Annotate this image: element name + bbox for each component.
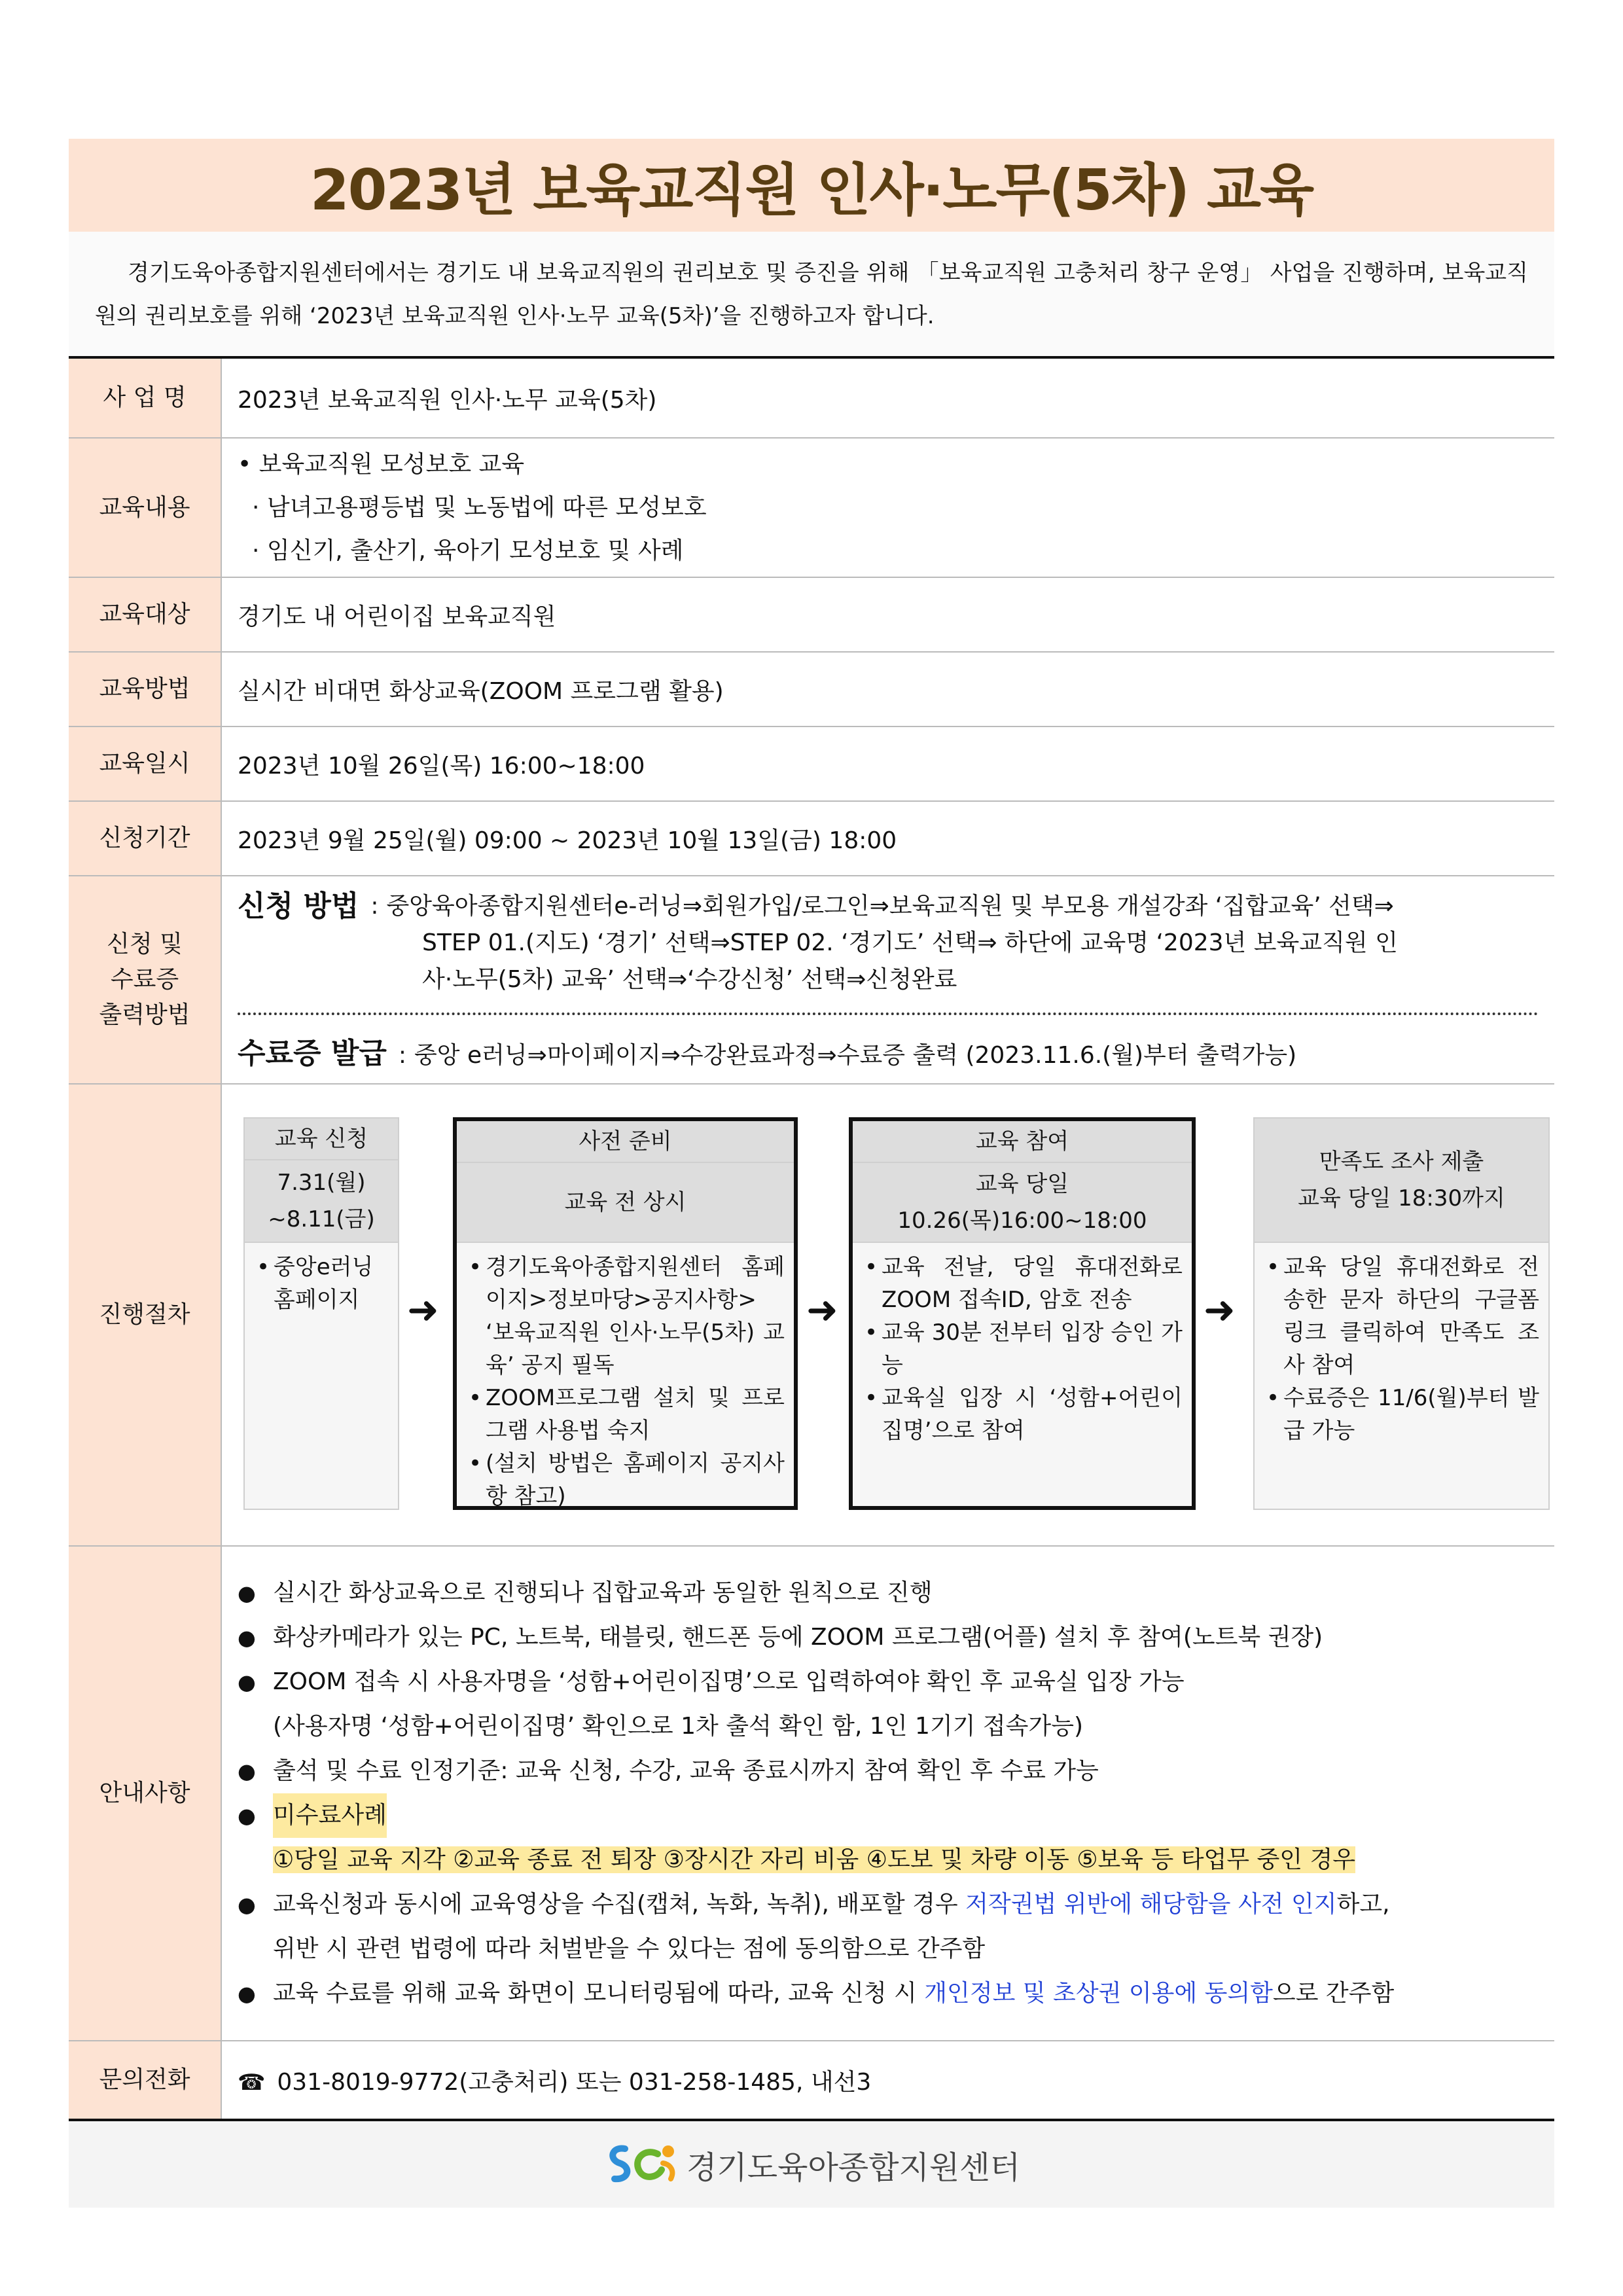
contact-text: 031-8019-9772(고충처리) 또는 031-258-1485, 내선3: [277, 2068, 872, 2096]
bullet-icon: ●: [238, 1581, 256, 1605]
value-date: 2023년 10월 26일(목) 16:00~18:00: [221, 726, 1554, 801]
bullet-icon: ●: [238, 1670, 256, 1695]
step-body: [457, 1243, 794, 1520]
row-notice: [69, 1546, 1554, 2041]
step-sub-line: 10.26(목)16:00~18:00: [897, 1208, 1147, 1234]
label-apply-line: 출력방법: [99, 1001, 190, 1028]
colon: :: [370, 893, 379, 920]
step-item: • 교육 30분 전부터 입장 승인 가능: [862, 1316, 1183, 1382]
notice-text-part: 하고,: [1336, 1891, 1390, 1918]
label-period: 신청기간: [69, 801, 221, 876]
certificate-heading: 수료증 발급: [238, 1037, 387, 1070]
notice-highlight: ①당일 교육 지각 ②교육 종료 전 퇴장 ③장시간 자리 비움 ④도보 및 차량 이동 ⑤보육 등 타업무 중인 경우: [273, 1846, 1356, 1873]
row-content: [69, 438, 1554, 577]
step-header: 사전 준비: [457, 1121, 794, 1163]
value-contact: [221, 2041, 1554, 2120]
label-apply-line: 신청 및: [107, 931, 183, 958]
notice-text: [273, 1882, 1390, 1927]
step-header: 만족도 조사 제출: [1319, 1149, 1484, 1175]
bullet-icon: ●: [238, 1892, 256, 1917]
row-target: [69, 577, 1554, 652]
phone-icon: ☎: [238, 2069, 266, 2096]
step-header: 교육 참여: [853, 1121, 1192, 1163]
notice-emphasis: 개인정보 및 초상권 이용에 동의함: [924, 1980, 1273, 2007]
document-page: [69, 139, 1554, 2208]
step-sub-line: 7.31(월): [277, 1170, 366, 1196]
value-procedure: [221, 1084, 1554, 1546]
step-body: [245, 1243, 398, 1324]
colon: :: [398, 1042, 406, 1069]
label-target: 교육대상: [69, 577, 221, 652]
step-item: • 교육실 입장 시 ‘성함+어린이집명’으로 참여: [862, 1382, 1183, 1447]
row-apply: [69, 876, 1554, 1084]
notice-item: [238, 1749, 1539, 1793]
notice-continuation: (사용자명 ‘성함+어린이집명’ 확인으로 1차 출석 확인 함, 1인 1기기 접속가능): [273, 1713, 1084, 1740]
footer: [69, 2121, 1554, 2208]
label-date: 교육일시: [69, 726, 221, 801]
row-project: [69, 357, 1554, 438]
step-survey: [1253, 1117, 1550, 1510]
value-content: [221, 438, 1554, 577]
step-item: • ZOOM프로그램 설치 및 프로그램 사용법 숙지: [466, 1382, 785, 1447]
arrow-right-icon: ➜: [407, 1287, 439, 1332]
step-sub: [245, 1160, 398, 1243]
procedure-flow: [222, 1085, 1554, 1545]
value-method: 실시간 비대면 화상교육(ZOOM 프로그램 활용): [221, 652, 1554, 726]
content-line: • 보육교직원 모성보호 교육: [238, 450, 525, 478]
step-prepare: [453, 1117, 798, 1510]
notice-text: 실시간 화상교육으로 진행되나 집합교육과 동일한 원칙으로 진행: [273, 1579, 933, 1606]
step-sub-line: 교육 당일 18:30까지: [1298, 1185, 1505, 1211]
bullet-icon: ●: [238, 1803, 256, 1828]
notice-text-part: 교육신청과 동시에 교육영상을 수집(캡쳐, 녹화, 녹취), 배포할 경우: [273, 1891, 966, 1918]
value-apply: [221, 876, 1554, 1084]
step-item: • 수료증은 11/6(월)부터 발급 가능: [1264, 1382, 1539, 1447]
step-sub-line: 교육 전 상시: [564, 1189, 687, 1215]
step-item: • 교육 당일 휴대전화로 전송한 문자 하단의 구글폼 링크 클릭하여 만족도 조사 참여: [1264, 1251, 1539, 1382]
apply-method-line: 사·노무(5차) 교육’ 선택⇒‘수강신청’ 선택⇒신청완료: [422, 966, 957, 993]
info-table: [69, 356, 1554, 2121]
apply-method-line: 중앙육아종합지원센터e-러닝⇒회원가입/로그인⇒보육교직원 및 부모용 개설강좌 ‘집합교육’ 선택⇒: [386, 893, 1394, 920]
apply-method-heading: 신청 방법: [238, 889, 359, 923]
bullet-icon: ●: [238, 1759, 256, 1784]
notice-highlight: 미수료사례: [273, 1793, 387, 1838]
step-apply: [243, 1117, 399, 1510]
apply-method-block: [238, 876, 1539, 1015]
title-banner: [69, 139, 1554, 232]
step-header: 교육 신청: [245, 1119, 398, 1160]
page-title: 2023년 보육교직원 인사·노무(5차) 교육: [310, 158, 1313, 223]
notice-text-part: 으로 간주함: [1272, 1980, 1395, 2007]
label-notice: 안내사항: [69, 1546, 221, 2041]
step-item: • 교육 전날, 당일 휴대전화로 ZOOM 접속ID, 암호 전송: [862, 1251, 1183, 1316]
step-sub: [853, 1163, 1192, 1243]
apply-method-line: STEP 01.(지도) ‘경기’ 선택⇒STEP 02. ‘경기도’ 선택⇒ 하단에 교육명 ‘2023년 보육교직원 인: [422, 929, 1398, 956]
row-method: [69, 652, 1554, 726]
step-sub-line: 교육 당일: [975, 1171, 1069, 1197]
row-procedure: [69, 1084, 1554, 1546]
step-body: [1255, 1243, 1548, 1455]
content-line: · 임신기, 출산기, 육아기 모성보호 및 사례: [252, 537, 684, 564]
value-project: 2023년 보육교직원 인사·노무 교육(5차): [238, 386, 657, 414]
intro-paragraph: 경기도육아종합지원센터에서는 경기도 내 보육교직원의 권리보호 및 증진을 위해 「보육교직원 고충처리 창구 운영」 사업을 진행하며, 보육교직원의 권리보호를 위해 ‘2023년 보육교직원 인사·노무 교육(5차)’을 진행하고자 합니다.: [69, 232, 1554, 356]
label-procedure: 진행절차: [69, 1084, 221, 1546]
value-target: 경기도 내 어린이집 보육교직원: [221, 577, 1554, 652]
notice-text: 출석 및 수료 인정기준: 교육 신청, 수강, 교육 종료시까지 참여 확인 후 수료 가능: [273, 1757, 1099, 1784]
arrow-right-icon: ➜: [1204, 1287, 1236, 1332]
step-sub: [1255, 1119, 1548, 1243]
label-project: 사 업 명: [69, 357, 221, 438]
arrow-right-icon: ➜: [806, 1287, 838, 1332]
notice-item: [238, 1615, 1539, 1660]
step-sub: [457, 1163, 794, 1243]
notice-item: [238, 1571, 1539, 1615]
notice-continuation: [238, 1838, 1539, 1882]
content-line: · 남녀고용평등법 및 노동법에 따른 모성보호: [252, 493, 707, 521]
org-logo-icon: [603, 2140, 681, 2189]
bullet-icon: ●: [238, 1625, 256, 1650]
step-sub-line: ~8.11(금): [268, 1206, 375, 1232]
notice-text-part: 교육 수료를 위해 교육 화면이 모니터링됨에 따라, 교육 신청 시: [273, 1980, 925, 2007]
label-apply-line: 수료증: [110, 966, 179, 993]
notice-text: ZOOM 접속 시 사용자명을 ‘성함+어린이집명’으로 입력하여야 확인 후 교육실 입장 가능: [273, 1668, 1185, 1695]
row-date: [69, 726, 1554, 801]
step-item: • 중앙e러닝 홈페이지: [254, 1251, 389, 1316]
notice-item: [238, 1793, 1539, 1838]
certificate-text: 중앙 e러닝⇒마이페이지⇒수강완료과정⇒수료증 출력 (2023.11.6.(월)부터 출력가능): [414, 1042, 1297, 1069]
bullet-icon: ●: [238, 1981, 256, 2006]
step-item: • 경기도육아종합지원센터 홈페이지>정보마당>공지사항> ‘보육교직원 인사·노무(5차) 교육’ 공지 필독: [466, 1251, 785, 1382]
label-contact: 문의전화: [69, 2041, 221, 2120]
notice-text: [273, 1971, 1394, 2016]
step-body: [853, 1243, 1192, 1455]
certificate-block: [238, 1015, 1539, 1083]
step-item: • (설치 방법은 홈페이지 공지사항 참고): [466, 1447, 785, 1513]
notice-continuation: 위반 시 관련 법령에 따라 처벌받을 수 있다는 점에 동의함으로 간주함: [273, 1935, 986, 1962]
row-contact: [69, 2041, 1554, 2120]
org-logo: [603, 2140, 1020, 2189]
notice-item: [238, 1660, 1539, 1704]
label-content: 교육내용: [69, 438, 221, 577]
notice-emphasis: 저작권법 위반에 해당함을 사전 인지: [965, 1891, 1337, 1918]
value-notice: [221, 1546, 1554, 2041]
step-attend: [849, 1117, 1196, 1510]
row-period: [69, 801, 1554, 876]
notice-text: 화상카메라가 있는 PC, 노트북, 태블릿, 핸드폰 등에 ZOOM 프로그램(어플) 설치 후 참여(노트북 권장): [273, 1624, 1323, 1651]
label-apply: [69, 876, 221, 1084]
org-name: 경기도육아종합지원센터: [686, 2149, 1021, 2186]
value-period: 2023년 9월 25일(월) 09:00 ~ 2023년 10월 13일(금) 18:00: [221, 801, 1554, 876]
label-method: 교육방법: [69, 652, 221, 726]
notice-item: [238, 1971, 1539, 2016]
notice-item: [238, 1882, 1539, 1927]
